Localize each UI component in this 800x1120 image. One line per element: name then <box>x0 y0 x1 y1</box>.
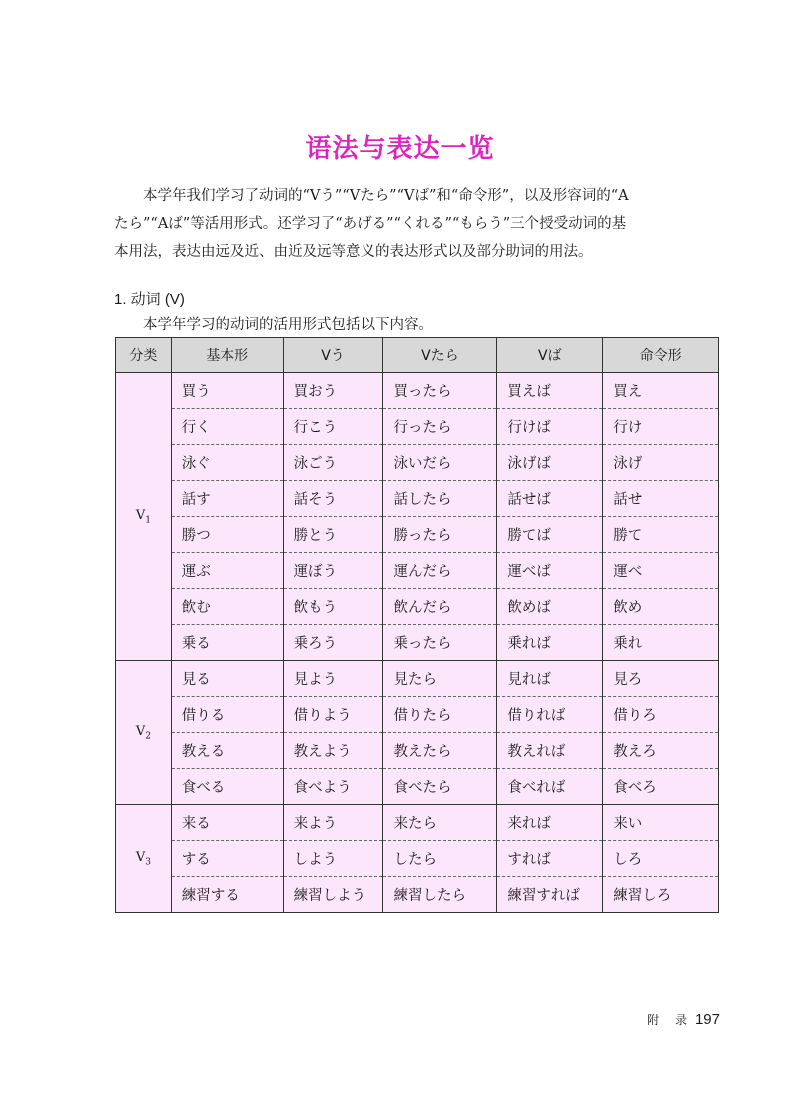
table-row <box>116 373 719 409</box>
table-cell: 来れば <box>497 805 603 841</box>
intro-line: たら”“Aば”等活用形式。还学习了“あげる”“くれる”“もらう”三个授受动词的基 <box>114 216 627 232</box>
table-cell: 乗ろう <box>283 625 383 661</box>
table-cell: 買え <box>603 373 719 409</box>
page-title: 语法与表达一览 <box>305 134 495 164</box>
conjugation-table <box>115 337 719 913</box>
table-cell: したら <box>383 841 497 877</box>
category-label: V <box>135 507 146 523</box>
table-cell: 運べば <box>497 553 603 589</box>
table-cell: 買ったら <box>383 373 497 409</box>
table-cell: 食べろ <box>603 769 719 805</box>
table-cell: 飲んだら <box>383 589 497 625</box>
table-cell: 来い <box>603 805 719 841</box>
table-cell: 運んだら <box>383 553 497 589</box>
table-cell: 運ぼう <box>283 553 383 589</box>
table-cell: 飲め <box>603 589 719 625</box>
table-cell: 見たら <box>383 661 497 697</box>
table-cell: 教えろ <box>603 733 719 769</box>
table-cell: 行く <box>171 409 283 445</box>
table-cell: 飲めば <box>497 589 603 625</box>
table-cell: 練習しろ <box>603 877 719 913</box>
table-cell: 食べれば <box>497 769 603 805</box>
table-cell: 教えれば <box>497 733 603 769</box>
table-row <box>116 805 719 841</box>
category-cell <box>116 661 172 805</box>
table-cell: 買えば <box>497 373 603 409</box>
table-cell: 泳げば <box>497 445 603 481</box>
table-cell: 練習する <box>171 877 283 913</box>
table-cell: 泳げ <box>603 445 719 481</box>
table-cell: 練習したら <box>383 877 497 913</box>
table-cell: 泳いだら <box>383 445 497 481</box>
table-cell: 練習すれば <box>497 877 603 913</box>
category-cell <box>116 805 172 913</box>
table-cell: 借りる <box>171 697 283 733</box>
table-cell: 話そう <box>283 481 383 517</box>
table-cell: 行けば <box>497 409 603 445</box>
table-cell: 運ぶ <box>171 553 283 589</box>
table-cell: 来よう <box>283 805 383 841</box>
table-row <box>116 625 719 661</box>
table-cell: 練習しよう <box>283 877 383 913</box>
table-row <box>116 409 719 445</box>
page-number: 197 <box>694 1011 720 1028</box>
section-subtitle: 本学年学习的动词的活用形式包括以下内容。 <box>143 317 433 333</box>
table-cell: 借りろ <box>603 697 719 733</box>
table-cell: 借りたら <box>383 697 497 733</box>
table-cell: 泳ごう <box>283 445 383 481</box>
table-cell: 乗れ <box>603 625 719 661</box>
table-cell: 食べる <box>171 769 283 805</box>
table-header-row <box>116 338 719 373</box>
footer-label: 附 录 <box>647 1013 693 1027</box>
intro-line: 本学年我们学习了动词的“Vう”“Vたら”“Vば”和“命令形”，以及形容词的“A <box>143 188 629 204</box>
table-cell: しよう <box>283 841 383 877</box>
table-row <box>116 553 719 589</box>
header-tara: Vたら <box>383 338 497 373</box>
table-cell: 来る <box>171 805 283 841</box>
section-title: 1. 动词 (V) <box>114 291 185 308</box>
header-category: 分类 <box>116 338 172 373</box>
table-cell: 話せ <box>603 481 719 517</box>
table-cell: 話せば <box>497 481 603 517</box>
table-cell: 飲む <box>171 589 283 625</box>
table-cell: 見る <box>171 661 283 697</box>
table-cell: 勝てば <box>497 517 603 553</box>
header-imperative: 命令形 <box>603 338 719 373</box>
category-label: V <box>135 723 146 739</box>
table-cell: 泳ぐ <box>171 445 283 481</box>
table-cell: 飲もう <box>283 589 383 625</box>
table-cell: する <box>171 841 283 877</box>
table-cell: 乗れば <box>497 625 603 661</box>
table-cell: 行こう <box>283 409 383 445</box>
table-cell: すれば <box>497 841 603 877</box>
table-cell: 乗ったら <box>383 625 497 661</box>
header-base-form: 基本形 <box>171 338 283 373</box>
table-row <box>116 589 719 625</box>
table-cell: 教える <box>171 733 283 769</box>
header-ba: Vば <box>497 338 603 373</box>
category-subscript: 3 <box>145 857 151 868</box>
table-row <box>116 661 719 697</box>
table-row <box>116 841 719 877</box>
table-cell: 話す <box>171 481 283 517</box>
table-cell: 行ったら <box>383 409 497 445</box>
table-cell: 勝とう <box>283 517 383 553</box>
table-row <box>116 733 719 769</box>
table-cell: しろ <box>603 841 719 877</box>
table-row <box>116 517 719 553</box>
table-body <box>116 373 719 913</box>
header-volitional: Vう <box>283 338 383 373</box>
table-cell: 行け <box>603 409 719 445</box>
table-row <box>116 445 719 481</box>
table-cell: 勝ったら <box>383 517 497 553</box>
intro-line: 本用法，表达由远及近、由近及远等意义的表达形式以及部分助词的用法。 <box>114 244 593 260</box>
table-row <box>116 697 719 733</box>
table-cell: 食べたら <box>383 769 497 805</box>
category-label: V <box>135 849 146 865</box>
table-cell: 運べ <box>603 553 719 589</box>
table-row <box>116 481 719 517</box>
table-cell: 教えたら <box>383 733 497 769</box>
table-row <box>116 769 719 805</box>
table-cell: 見れば <box>497 661 603 697</box>
table-cell: 借りよう <box>283 697 383 733</box>
category-cell <box>116 373 172 661</box>
table-cell: 食べよう <box>283 769 383 805</box>
intro-paragraph <box>114 182 720 266</box>
category-subscript: 2 <box>145 731 151 742</box>
table-cell: 乗る <box>171 625 283 661</box>
table-cell: 勝つ <box>171 517 283 553</box>
table-cell: 見ろ <box>603 661 719 697</box>
category-subscript: 1 <box>145 515 151 526</box>
table-cell: 見よう <box>283 661 383 697</box>
table-cell: 買おう <box>283 373 383 409</box>
table-cell: 勝て <box>603 517 719 553</box>
page-footer <box>630 1011 720 1028</box>
table-cell: 来たら <box>383 805 497 841</box>
table-cell: 借りれば <box>497 697 603 733</box>
table-cell: 教えよう <box>283 733 383 769</box>
table-cell: 買う <box>171 373 283 409</box>
table-row <box>116 877 719 913</box>
table-cell: 話したら <box>383 481 497 517</box>
